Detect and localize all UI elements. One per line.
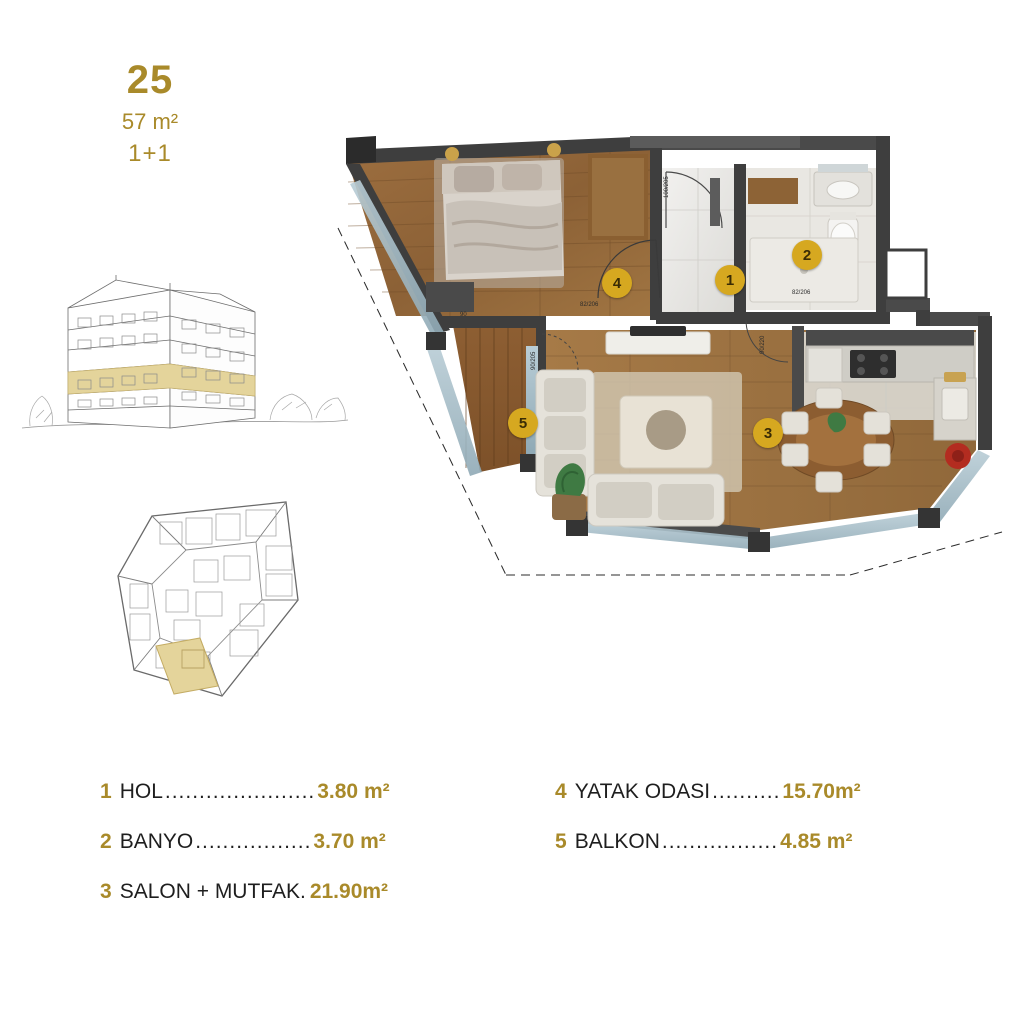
dim-label: 90 (460, 312, 467, 318)
legend-number: 3 (100, 880, 112, 903)
legend-dots: ...................... (164, 780, 316, 803)
floor-key-plan-sketch (90, 480, 310, 730)
legend-row-balkon (555, 830, 955, 854)
legend-number: 4 (555, 780, 567, 803)
building-elevation-sketch (20, 250, 350, 450)
legend-column-right (555, 780, 955, 880)
dim-label: 90/205 (531, 351, 537, 370)
room-marker-5[interactable]: 5 (508, 408, 538, 438)
legend-room-name: BANYO (119, 830, 194, 853)
legend-row-yatak-odasi (555, 780, 955, 804)
legend-room-area: 4.85 m² (780, 830, 853, 853)
unit-header (30, 60, 270, 168)
apartment-floorplan[interactable] (330, 120, 1010, 600)
legend-number: 2 (100, 830, 112, 853)
room-marker-1[interactable]: 1 (715, 265, 745, 295)
legend-number: 1 (100, 780, 112, 803)
legend-number: 5 (555, 830, 567, 853)
legend-room-name: BALKON (574, 830, 660, 853)
dim-label: 82/206 (792, 290, 811, 296)
legend-room-name: SALON + MUTFAK. (119, 880, 306, 903)
dim-label: 90/220 (760, 335, 766, 354)
legend-dots: .......... (712, 780, 781, 803)
building-sketch-svg (20, 250, 350, 450)
legend-dots: ................. (661, 830, 779, 853)
unit-room-count: 1+1 (128, 140, 172, 168)
legend-dots: ................. (195, 830, 312, 853)
unit-total-area: 57 m² (121, 109, 179, 134)
legend-row-banyo (100, 830, 500, 854)
legend-room-area: 15.70m² (782, 780, 861, 803)
room-legend (100, 780, 980, 960)
legend-row-hol (100, 780, 500, 804)
legend-column-left (100, 780, 500, 930)
unit-number: 25 (126, 58, 174, 102)
legend-room-area: 3.70 m² (313, 830, 386, 853)
dim-label: 100/205 (664, 176, 670, 198)
unit-info-panel (20, 60, 350, 760)
key-plan-svg (90, 480, 310, 730)
room-marker-2[interactable]: 2 (792, 240, 822, 270)
room-marker-4[interactable]: 4 (602, 268, 632, 298)
legend-room-name: YATAK ODASI (574, 780, 711, 803)
dim-label: 82/206 (580, 302, 599, 308)
room-marker-3[interactable]: 3 (753, 418, 783, 448)
legend-row-salon-mutfak (100, 880, 500, 904)
legend-room-name: HOL (119, 780, 163, 803)
floorplan-svg (330, 120, 1010, 600)
legend-room-area: 21.90m² (309, 880, 389, 903)
legend-room-area: 3.80 m² (317, 780, 390, 803)
